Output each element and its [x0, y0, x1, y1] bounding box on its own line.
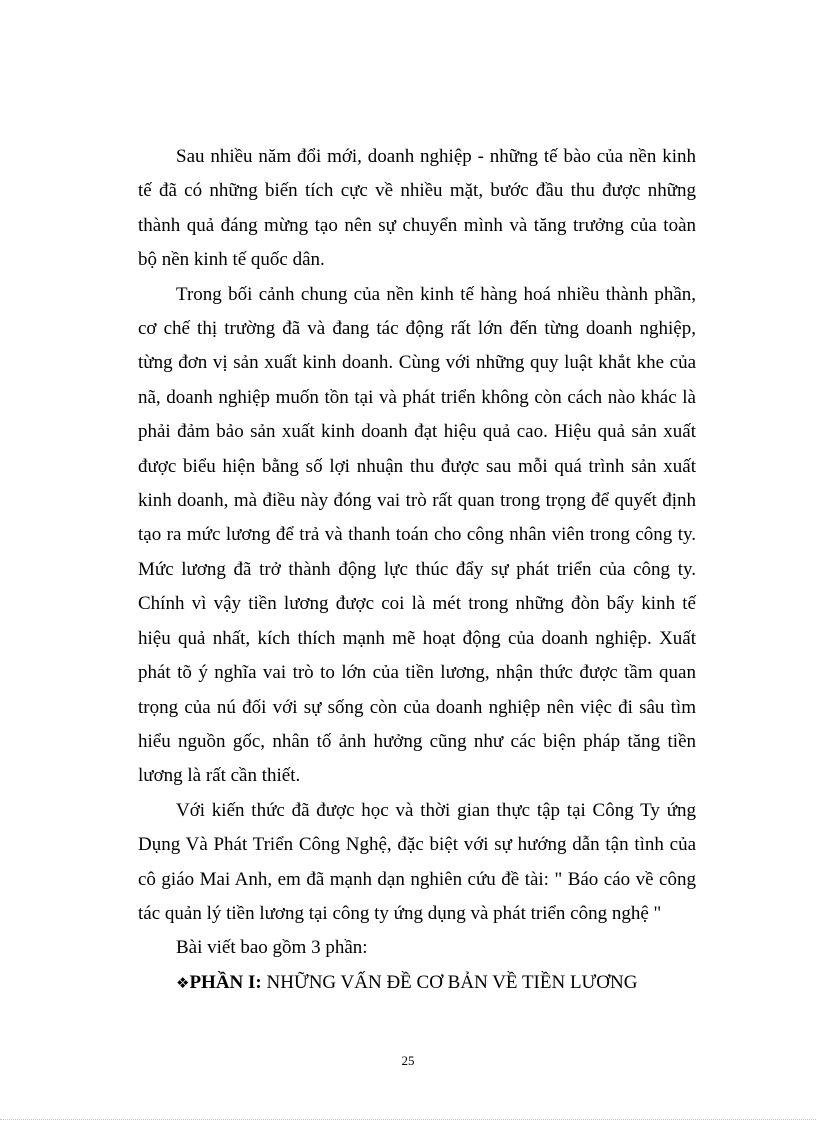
body-text — [138, 140, 696, 1000]
paragraph-context: Trong bối cảnh chung của nền kinh tế hàng hoá nhiều thành phần, cơ chế thị trường đã và đang tác động rất lớn đến từng doanh nghiệp, từng đơn vị sản xuất kinh doanh. Cùng với những quy luật khắt khe của nã, doanh nghiệp muốn tồn tại và phát triển không còn cách nào khác là phải đảm bảo sản xuất kinh doanh đạt hiệu quả cao. Hiệu quả sản xuất được biểu hiện bằng số lợi nhuận thu được sau mỗi quá trình sản xuất kinh doanh, mà điều này đóng vai trò rất quan trong trọng để quyết định tạo ra mức lương để trả và thanh toán cho công nhân viên trong công ty. Mức lương đã trở thành động lực thúc đẩy sự phát triển của công ty. Chính vì vậy tiền lương được coi là mét trong những đòn bẩy kinh tế hiệu quả nhất, kích thích mạnh mẽ hoạt động của doanh nghiệp. Xuất phát tõ ý nghĩa vai trò to lớn của tiền lương, nhận thức được tầm quan trọng của nú đối với sự sống còn của doanh nghiệp nên việc đi sâu tìm hiểu nguồn gốc, nhân tố ảnh hưởng cũng như các biện pháp tăng tiền lương là rất cần thiết. — [138, 283, 696, 787]
diamond-bullet-icon: ❖ — [176, 973, 190, 992]
page-number: 25 — [401, 1053, 415, 1068]
section-title: NHỮNG VẤN ĐỀ CƠ BẢN VỀ TIỀN LƯƠNG — [261, 971, 638, 993]
paragraph-outline: Bài viết bao gồm 3 phần: — [176, 937, 368, 959]
paragraph-intro: Sau nhiều năm đổi mới, doanh nghiệp - những tế bào của nền kinh tế đã có những biến tích cực về nhiều mặt, bước đầu thu được những thành quả đáng mừng tạo nên sự chuyển mình và tăng trưởng của toàn bộ nền kinh tế quốc dân. — [138, 146, 696, 271]
page-bottom-divider — [0, 1119, 816, 1120]
section-label: PHẦN I: — [189, 971, 262, 993]
paragraph-topic: Với kiến thức đã được học và thời gian thực tập tại Công Ty ứng Dụng Và Phát Triển Công Nghệ, đặc biệt với sự hướng dẫn tận tình của cô giáo Mai Anh, em đã mạnh dạn nghiên cứu đề tài: " Báo cáo về công tác quản lý tiền lương tại công ty ứng dụng và phát triển công nghệ " — [138, 799, 696, 924]
section-heading — [138, 966, 696, 1000]
